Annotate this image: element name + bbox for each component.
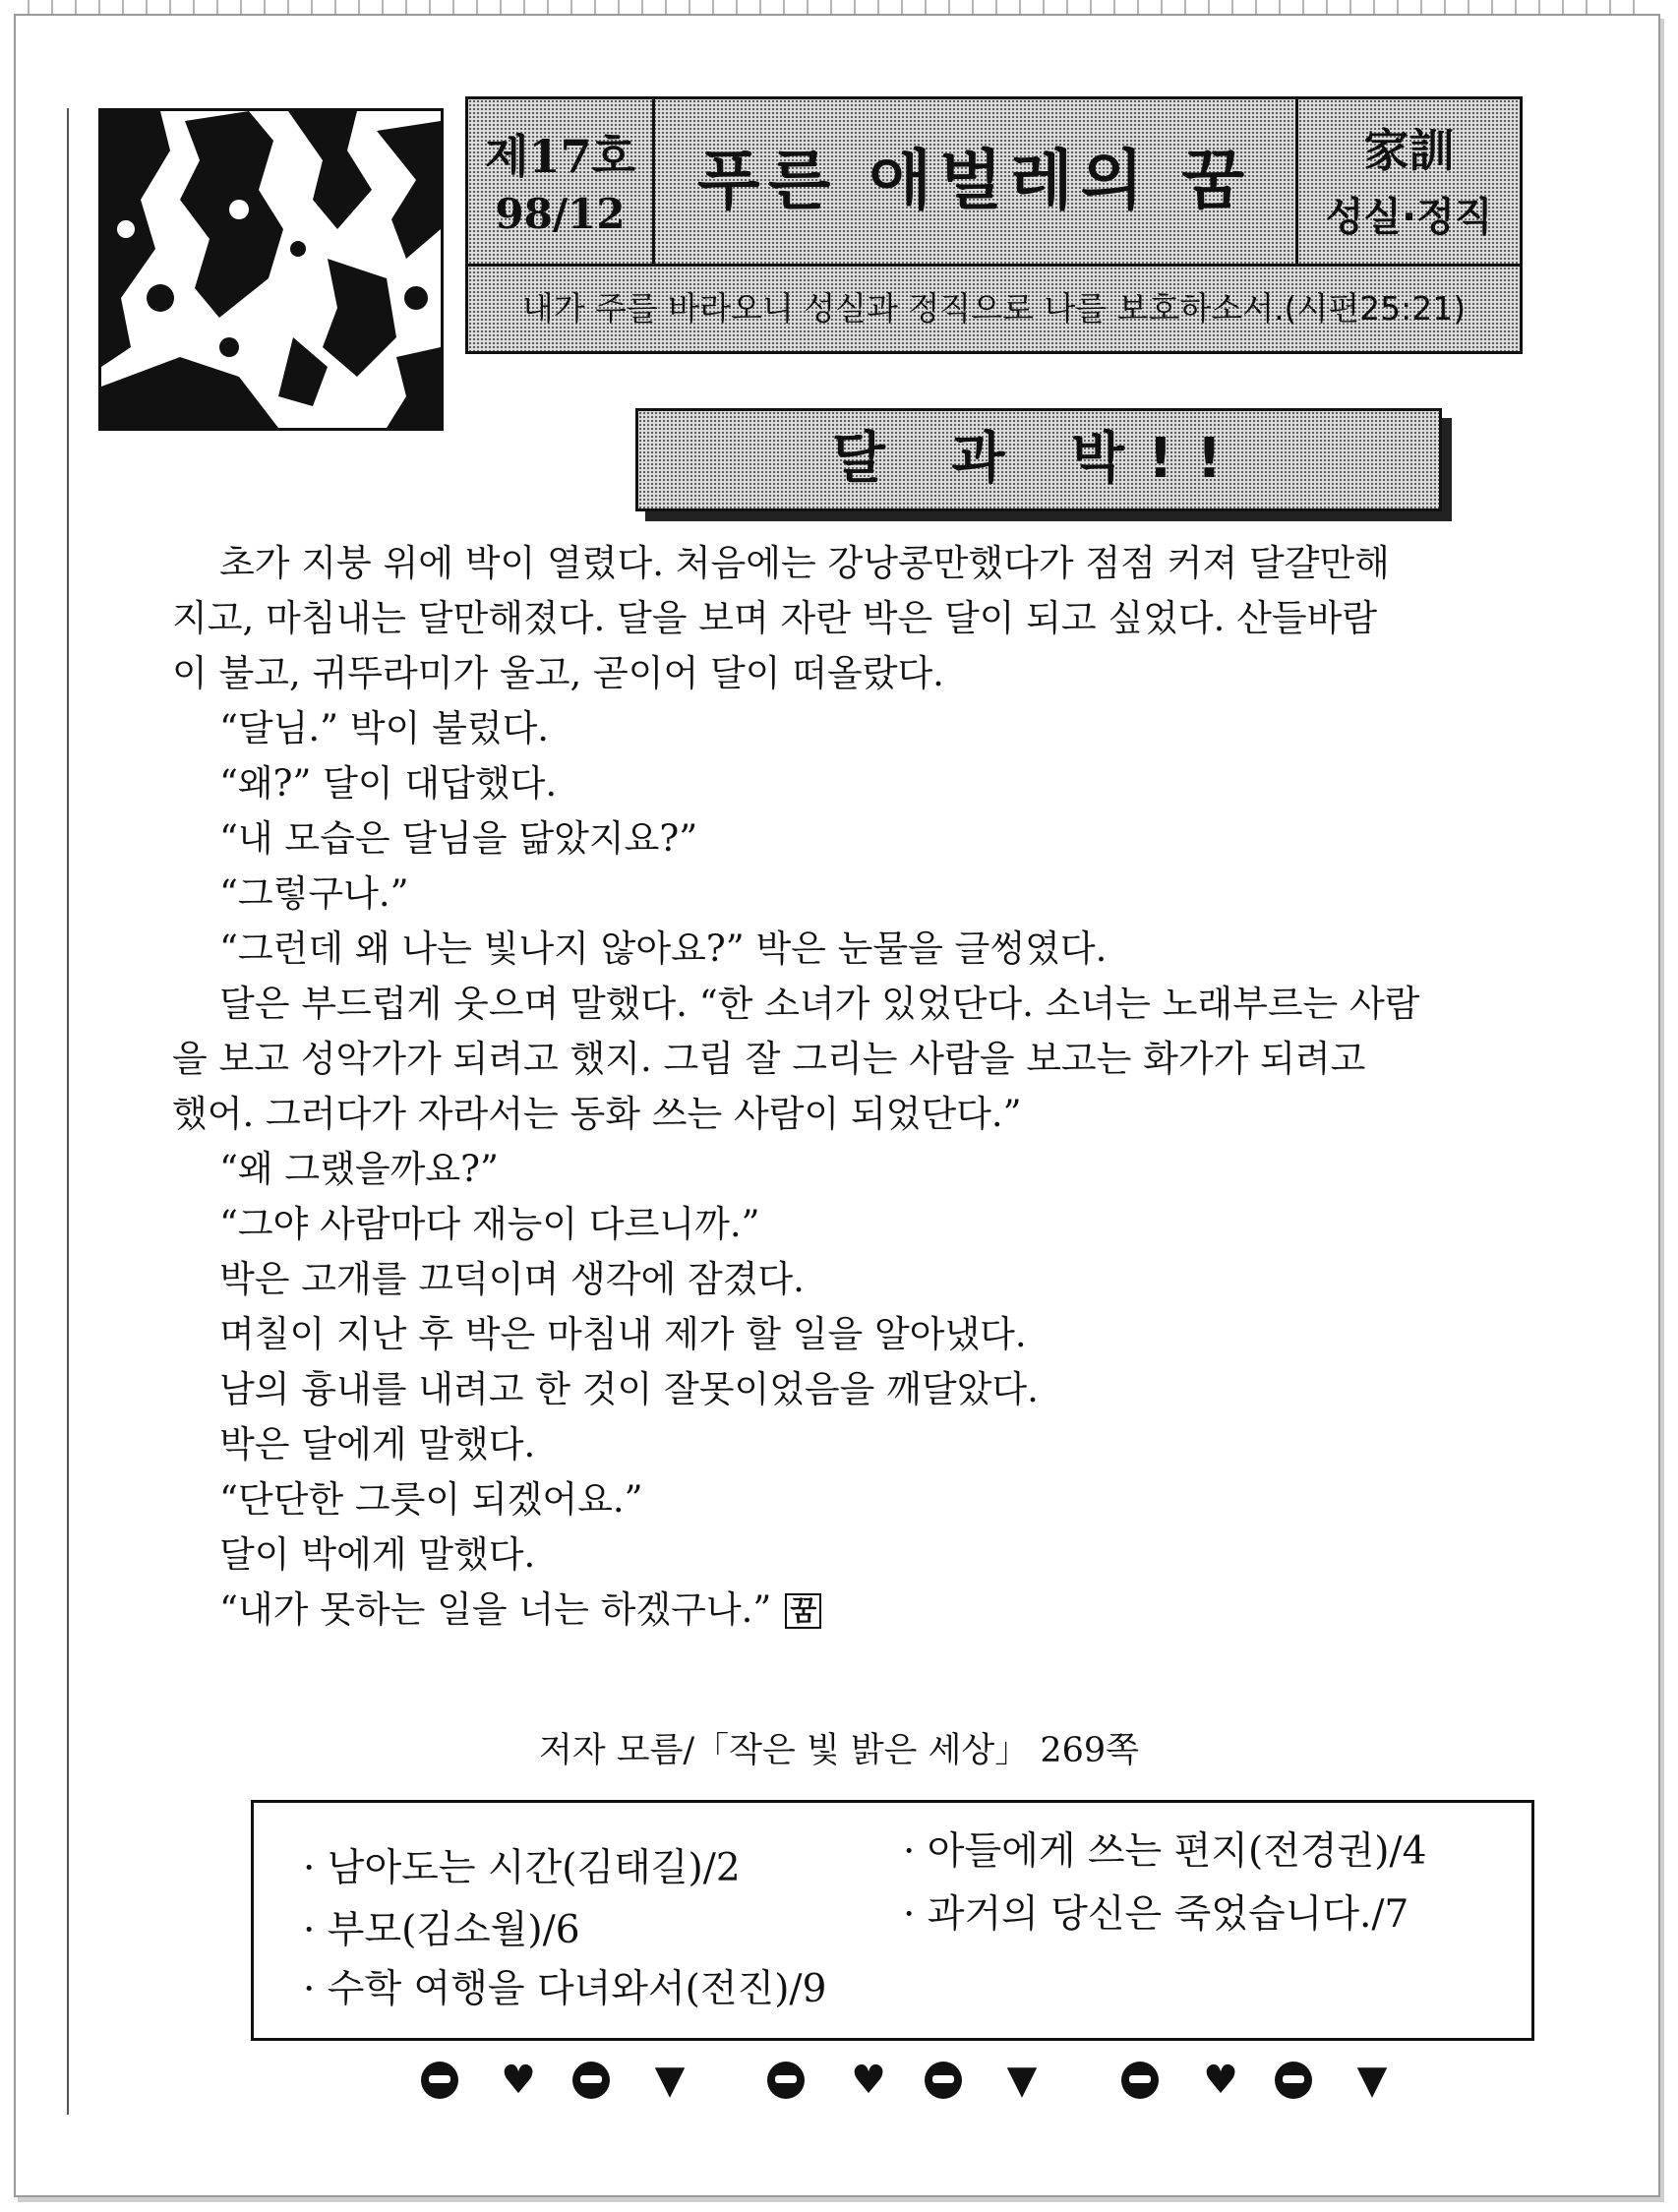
story-line: “그렇구나.” (219, 872, 409, 915)
masthead-top (468, 99, 1520, 267)
face-icon (925, 2062, 962, 2099)
motto-label: 家訓 (1363, 124, 1455, 177)
article-body (172, 536, 1569, 1638)
gem-icon: ▼ (1006, 2058, 1038, 2103)
gem-icon: ▼ (654, 2058, 686, 2103)
face-icon (1121, 2062, 1159, 2099)
story-line: “그런데 왜 나는 빛나지 않아요?” 박은 눈물을 글썽였다. (219, 927, 1108, 970)
story-line: “내 모습은 달님을 닮았지요?” (219, 817, 698, 860)
issue-number: 제17호 (485, 130, 635, 183)
story-line: 을 보고 성악가가 되려고 했지. 그림 잘 그리는 사람을 보고는 화가가 되려고 (172, 1038, 1366, 1080)
contents-item[interactable]: · 아들에게 쓰는 편지(전경권)/4 (903, 1829, 1427, 1874)
story-line: 박은 달에게 말했다. (219, 1423, 536, 1465)
heart-icon: ♥ (851, 2058, 886, 2103)
story-line: “왜?” 달이 대답했다. (219, 762, 558, 805)
story-line: “달님.” 박이 불렀다. (219, 707, 550, 749)
face-icon (572, 2062, 610, 2099)
face-icon (421, 2062, 458, 2099)
gem-icon: ▼ (1356, 2058, 1388, 2103)
face-icon (767, 2062, 805, 2099)
contents-item[interactable]: · 남아도는 시간(김태길)/2 (303, 1846, 741, 1890)
newsletter-title: 푸른 애벌레의 꿈 (696, 143, 1253, 218)
heart-icon: ♥ (501, 2058, 536, 2103)
story-line-text: “내가 못하는 일을 너는 하겠구나.” (219, 1588, 772, 1631)
masthead-verse: 내가 주를 바라오니 성실과 정직으로 나를 보호하소서.(시편25:21) (468, 267, 1520, 351)
contents-box (251, 1800, 1534, 2041)
cover-photo-image (101, 111, 441, 428)
story-line: 초가 지붕 위에 박이 열렸다. 처음에는 강낭콩만했다가 점점 커져 달걀만해 (219, 542, 1390, 584)
motto-value: 성실·정직 (1325, 195, 1493, 240)
story-line: 달이 박에게 말했다. (219, 1533, 536, 1576)
story-line: 달은 부드럽게 웃으며 말했다. “한 소녀가 있었단다. 소녀는 노래부르는 사람 (219, 983, 1420, 1025)
story-last-line (172, 1583, 1569, 1638)
story-line: “그야 사람마다 재능이 다르니까.” (219, 1203, 760, 1245)
article-source: 저자 모름/「작은 빛 밝은 세상」 269쪽 (539, 1731, 1139, 1770)
masthead (465, 96, 1523, 354)
story-line: 지고, 마침내는 달만해졌다. 달을 보며 자란 박은 달이 되고 싶었다. 산들바람 (172, 597, 1378, 639)
issue-date: 98/12 (495, 190, 626, 238)
issue-block (468, 99, 655, 264)
heart-icon: ♥ (1203, 2058, 1238, 2103)
end-mark: 꿈 (785, 1593, 821, 1629)
article-title: 달 과 박!! (635, 408, 1442, 511)
story-line: “왜 그랬을까요?” (219, 1148, 499, 1190)
margin-rule (67, 108, 69, 2115)
story-line: 이 불고, 귀뚜라미가 울고, 곧이어 달이 떠올랐다. (172, 652, 944, 694)
story-line: 며칠이 지난 후 박은 마침내 제가 할 일을 알아냈다. (219, 1313, 1027, 1355)
story-line: 했어. 그러다가 자라서는 동화 쓰는 사람이 되었단다.” (172, 1093, 1022, 1135)
motto-block (1295, 99, 1520, 264)
footer-decoration (0, 2058, 1678, 2111)
contents-item[interactable]: · 부모(김소월)/6 (303, 1908, 580, 1952)
story-line: 박은 고개를 끄덕이며 생각에 잠겼다. (219, 1258, 805, 1300)
cover-photo (98, 108, 444, 431)
face-icon (1275, 2062, 1312, 2099)
contents-item[interactable]: · 과거의 당신은 죽었습니다./7 (903, 1892, 1409, 1937)
contents-item[interactable]: · 수학 여행을 다녀와서(전진)/9 (303, 1967, 827, 2011)
story-line: “단단한 그릇이 되겠어요.” (219, 1478, 643, 1521)
story-line: 남의 흉내를 내려고 한 것이 잘못이었음을 깨달았다. (219, 1368, 1039, 1410)
